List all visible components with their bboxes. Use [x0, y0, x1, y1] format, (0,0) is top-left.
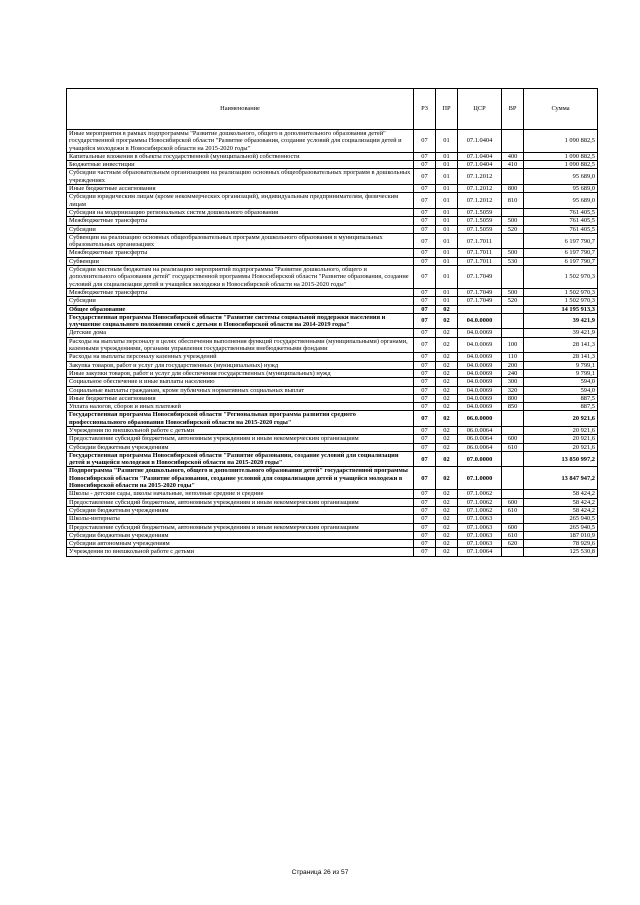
cell-pr: 01	[436, 217, 458, 225]
cell-sum: 14 195 913,3	[524, 305, 598, 313]
cell-rz: 07	[414, 451, 436, 467]
cell-vr: 500	[502, 288, 524, 296]
cell-sum: 187 010,9	[524, 531, 598, 539]
cell-pr: 02	[436, 378, 458, 386]
cell-name: Иные бюджетные ассигнования	[67, 185, 414, 193]
table-row	[67, 297, 598, 305]
cell-vr: 610	[502, 531, 524, 539]
cell-pr: 02	[436, 353, 458, 361]
table-row	[67, 386, 598, 394]
header-vr: ВР	[502, 89, 524, 130]
cell-pr: 02	[436, 451, 458, 467]
cell-csr: 07.1.0062	[458, 506, 502, 514]
cell-sum: 39 421,9	[524, 329, 598, 337]
cell-rz: 07	[414, 435, 436, 443]
cell-sum: 1 502 970,3	[524, 288, 598, 296]
cell-sum: 20 921,6	[524, 411, 598, 427]
cell-vr	[502, 208, 524, 216]
table-row	[67, 329, 598, 337]
table-row	[67, 305, 598, 313]
cell-vr	[502, 411, 524, 427]
cell-name: Государственная программа Новосибирской области "Развитие образования, создание условий для социализации детей и учащейся молодежи в Новосибирской области на 2015-2020 годы"	[67, 451, 414, 467]
cell-sum: 95 689,0	[524, 185, 598, 193]
cell-name: Социальные выплаты гражданам, кроме публичных нормативных социальных выплат	[67, 386, 414, 394]
cell-vr: 850	[502, 403, 524, 411]
cell-csr: 07.1.5059	[458, 208, 502, 216]
table-row	[67, 225, 598, 233]
cell-sum: 28 141,3	[524, 337, 598, 353]
table-row	[67, 540, 598, 548]
cell-sum: 95 689,0	[524, 169, 598, 185]
cell-rz: 07	[414, 337, 436, 353]
cell-name: Предоставление субсидий бюджетным, автономным учреждениям и иным некоммерческим организациям	[67, 498, 414, 506]
cell-rz: 07	[414, 443, 436, 451]
cell-vr	[502, 169, 524, 185]
cell-sum: 1 090 882,5	[524, 130, 598, 153]
cell-vr: 500	[502, 217, 524, 225]
cell-vr: 500	[502, 249, 524, 257]
table-row	[67, 313, 598, 329]
cell-vr: 110	[502, 353, 524, 361]
cell-name: Общее образование	[67, 305, 414, 313]
cell-pr: 01	[436, 152, 458, 160]
cell-name: Субсидии бюджетным учреждениям	[67, 506, 414, 514]
cell-pr: 01	[436, 169, 458, 185]
cell-pr: 02	[436, 305, 458, 313]
table-row	[67, 498, 598, 506]
table-row	[67, 443, 598, 451]
cell-sum: 95 689,0	[524, 193, 598, 209]
cell-name: Субсидии бюджетным учреждениям	[67, 531, 414, 539]
cell-pr: 02	[436, 531, 458, 539]
header-rz: РЗ	[414, 89, 436, 130]
cell-vr	[502, 515, 524, 523]
cell-pr: 02	[436, 369, 458, 377]
cell-pr: 02	[436, 540, 458, 548]
cell-sum: 761 405,5	[524, 217, 598, 225]
cell-csr: 07.1.2012	[458, 185, 502, 193]
cell-pr: 02	[436, 329, 458, 337]
table-row	[67, 403, 598, 411]
cell-vr: 600	[502, 498, 524, 506]
cell-name: Субсидии	[67, 225, 414, 233]
cell-csr: 07.1.0404	[458, 161, 502, 169]
cell-sum: 20 921,6	[524, 443, 598, 451]
table-row	[67, 451, 598, 467]
table-row	[67, 369, 598, 377]
table-row	[67, 523, 598, 531]
cell-name: Субсидии автономным учреждениям	[67, 540, 414, 548]
cell-pr: 01	[436, 266, 458, 289]
cell-name: Социальное обеспечение и иные выплаты населению	[67, 378, 414, 386]
cell-pr: 02	[436, 506, 458, 514]
cell-pr: 02	[436, 523, 458, 531]
cell-name: Учреждения по внешкольной работе с детьми	[67, 548, 414, 556]
cell-name: Государственная программа Новосибирской области "Развитие системы социальной поддержки населения и улучшение социального положения семей с детьми в Новосибирской области на 2014-2019 годы"	[67, 313, 414, 329]
cell-sum: 1 090 882,5	[524, 152, 598, 160]
cell-csr: 07.1.0062	[458, 498, 502, 506]
cell-vr	[502, 305, 524, 313]
cell-sum: 594,0	[524, 386, 598, 394]
cell-csr: 07.1.0404	[458, 152, 502, 160]
cell-pr: 02	[436, 394, 458, 402]
table-row	[67, 394, 598, 402]
table-row	[67, 337, 598, 353]
table-row	[67, 130, 598, 153]
cell-rz: 07	[414, 394, 436, 402]
cell-sum: 39 421,9	[524, 313, 598, 329]
cell-pr: 01	[436, 297, 458, 305]
cell-vr: 610	[502, 443, 524, 451]
cell-rz: 07	[414, 233, 436, 249]
cell-sum: 20 921,6	[524, 435, 598, 443]
budget-table	[66, 88, 598, 557]
cell-rz: 07	[414, 249, 436, 257]
cell-csr: 07.1.7011	[458, 233, 502, 249]
cell-sum: 6 197 790,7	[524, 249, 598, 257]
cell-vr: 520	[502, 297, 524, 305]
cell-pr: 01	[436, 185, 458, 193]
cell-csr: 07.1.2012	[458, 169, 502, 185]
cell-rz: 07	[414, 515, 436, 523]
cell-vr: 200	[502, 361, 524, 369]
cell-csr: 04.0.0069	[458, 337, 502, 353]
table-row	[67, 249, 598, 257]
cell-csr: 06.0.0064	[458, 426, 502, 434]
cell-csr: 04.0.0069	[458, 369, 502, 377]
table-row	[67, 515, 598, 523]
cell-vr	[502, 313, 524, 329]
cell-rz: 07	[414, 329, 436, 337]
cell-csr: 07.1.5059	[458, 217, 502, 225]
cell-name: Закупка товаров, работ и услуг для государственных (муниципальных) нужд	[67, 361, 414, 369]
cell-csr: 07.1.0063	[458, 531, 502, 539]
cell-rz: 07	[414, 531, 436, 539]
table-row	[67, 531, 598, 539]
cell-vr: 400	[502, 152, 524, 160]
cell-rz: 07	[414, 152, 436, 160]
table-row	[67, 548, 598, 556]
cell-name: Межбюджетные трансферты	[67, 288, 414, 296]
cell-name: Субсидии местным бюджетам на реализацию мероприятий подпрограммы "Развитие дошкольного, общего и дополнительного образования детей" государственной программы Новосибирской области "Развитие образования, создание условий для социализации детей и учащейся молодежи в Новосибирской области на 2015-2020 годы"	[67, 266, 414, 289]
cell-rz: 07	[414, 353, 436, 361]
cell-sum: 13 847 947,2	[524, 467, 598, 490]
cell-pr: 01	[436, 233, 458, 249]
cell-rz: 07	[414, 161, 436, 169]
cell-sum: 20 921,6	[524, 426, 598, 434]
cell-name: Предоставление субсидий бюджетным, автономным учреждениям и иным некоммерческим организациям	[67, 523, 414, 531]
header-pr: ПР	[436, 89, 458, 130]
cell-vr: 300	[502, 378, 524, 386]
cell-csr: 07.1.7011	[458, 257, 502, 265]
table-row	[67, 411, 598, 427]
cell-sum: 13 850 997,2	[524, 451, 598, 467]
table-row	[67, 467, 598, 490]
cell-csr: 07.1.0000	[458, 467, 502, 490]
cell-sum: 9 799,1	[524, 361, 598, 369]
cell-vr: 810	[502, 193, 524, 209]
cell-name: Субсидии частным образовательным организациям на реализацию основных общеобразовательных программ в дошкольных учреждениях	[67, 169, 414, 185]
cell-sum: 265 940,5	[524, 515, 598, 523]
cell-sum: 761 405,5	[524, 208, 598, 216]
cell-rz: 07	[414, 361, 436, 369]
cell-vr: 530	[502, 257, 524, 265]
cell-sum: 1 502 970,3	[524, 297, 598, 305]
cell-vr: 610	[502, 506, 524, 514]
cell-vr: 800	[502, 185, 524, 193]
table-row	[67, 193, 598, 209]
cell-csr: 07.1.0064	[458, 548, 502, 556]
cell-pr: 01	[436, 257, 458, 265]
cell-csr: 07.1.0063	[458, 523, 502, 531]
cell-name: Государственная программа Новосибирской области "Региональная программа развития среднего профессионального образования Новосибирской области на 2015-2020 годы"	[67, 411, 414, 427]
cell-name: Межбюджетные трансферты	[67, 249, 414, 257]
cell-sum: 58 424,2	[524, 506, 598, 514]
cell-csr: 07.1.0063	[458, 540, 502, 548]
cell-rz: 07	[414, 378, 436, 386]
cell-pr: 02	[436, 426, 458, 434]
cell-vr	[502, 548, 524, 556]
cell-pr: 02	[436, 337, 458, 353]
cell-name: Субвенции на реализацию основных общеобразовательных программ дошкольного образования в муниципальных образовательных организациях	[67, 233, 414, 249]
cell-rz: 07	[414, 313, 436, 329]
cell-sum: 78 929,6	[524, 540, 598, 548]
cell-sum: 9 799,1	[524, 369, 598, 377]
table-row	[67, 506, 598, 514]
cell-rz: 07	[414, 498, 436, 506]
cell-rz: 07	[414, 193, 436, 209]
cell-vr	[502, 233, 524, 249]
cell-rz: 07	[414, 297, 436, 305]
cell-rz: 07	[414, 403, 436, 411]
cell-csr: 07.1.0404	[458, 130, 502, 153]
cell-vr: 620	[502, 540, 524, 548]
table-row	[67, 378, 598, 386]
cell-pr: 02	[436, 411, 458, 427]
cell-sum: 6 197 790,7	[524, 233, 598, 249]
cell-vr: 320	[502, 386, 524, 394]
cell-name: Подпрограмма "Развитие дошкольного, общего и дополнительного образования детей" государственной программы Новосибирской области "Развитие образования, создание условий для социализации детей и учащейся молодежи в Новосибирской области на 2015-2020 годы"	[67, 467, 414, 490]
table-row	[67, 426, 598, 434]
cell-name: Детские дома	[67, 329, 414, 337]
table-body	[67, 130, 598, 557]
table-row	[67, 435, 598, 443]
cell-rz: 07	[414, 426, 436, 434]
cell-name: Школы - детские сады, школы начальные, неполные средние и средние	[67, 490, 414, 498]
cell-csr: 07.1.7049	[458, 288, 502, 296]
cell-name: Межбюджетные трансферты	[67, 217, 414, 225]
cell-pr: 02	[436, 361, 458, 369]
cell-csr: 04.0.0000	[458, 313, 502, 329]
cell-csr: 04.0.0069	[458, 394, 502, 402]
cell-vr: 100	[502, 337, 524, 353]
cell-name: Уплата налогов, сборов и иных платежей	[67, 403, 414, 411]
cell-csr: 07.1.7011	[458, 249, 502, 257]
cell-sum: 594,0	[524, 378, 598, 386]
table-header-row	[67, 89, 598, 130]
cell-rz: 07	[414, 540, 436, 548]
table-row	[67, 361, 598, 369]
cell-vr: 520	[502, 225, 524, 233]
cell-rz: 07	[414, 386, 436, 394]
cell-csr: 04.0.0069	[458, 353, 502, 361]
cell-pr: 02	[436, 403, 458, 411]
cell-rz: 07	[414, 130, 436, 153]
cell-pr: 01	[436, 208, 458, 216]
cell-name: Субсидии бюджетным учреждениям	[67, 443, 414, 451]
cell-sum: 125 530,8	[524, 548, 598, 556]
cell-sum: 58 424,2	[524, 498, 598, 506]
cell-csr: 07.1.5059	[458, 225, 502, 233]
table-row	[67, 185, 598, 193]
cell-sum: 887,5	[524, 403, 598, 411]
cell-pr: 01	[436, 288, 458, 296]
cell-rz: 07	[414, 185, 436, 193]
cell-pr: 02	[436, 490, 458, 498]
budget-table-container	[66, 88, 597, 557]
cell-vr	[502, 329, 524, 337]
table-row	[67, 257, 598, 265]
cell-rz: 07	[414, 225, 436, 233]
cell-csr: 04.0.0069	[458, 378, 502, 386]
cell-sum: 6 197 790,7	[524, 257, 598, 265]
cell-rz: 07	[414, 305, 436, 313]
cell-pr: 02	[436, 498, 458, 506]
cell-rz: 07	[414, 266, 436, 289]
cell-name: Субсидии юридическим лицам (кроме некоммерческих организаций), индивидуальным предпринимателям, физическим лицам	[67, 193, 414, 209]
header-csr: ЦСР	[458, 89, 502, 130]
header-sum: Сумма	[524, 89, 598, 130]
cell-vr: 600	[502, 523, 524, 531]
cell-name: Предоставление субсидий бюджетным, автономным учреждениям и иным некоммерческим организациям	[67, 435, 414, 443]
table-row	[67, 288, 598, 296]
cell-sum: 887,5	[524, 394, 598, 402]
cell-csr: 06.0.0064	[458, 435, 502, 443]
cell-rz: 07	[414, 169, 436, 185]
cell-name: Субсидии	[67, 297, 414, 305]
cell-csr: 06.0.0000	[458, 411, 502, 427]
table-row	[67, 266, 598, 289]
cell-rz: 07	[414, 369, 436, 377]
cell-rz: 07	[414, 523, 436, 531]
cell-vr: 800	[502, 394, 524, 402]
cell-name: Школы-интернаты	[67, 515, 414, 523]
cell-name: Расходы на выплаты персоналу в целях обеспечения выполнения функций государственными (муниципальными) органами, казенными учреждениями, органами управления государственными внебюджетными фондами	[67, 337, 414, 353]
cell-csr	[458, 305, 502, 313]
cell-csr: 07.1.7049	[458, 266, 502, 289]
cell-rz: 07	[414, 208, 436, 216]
cell-pr: 01	[436, 161, 458, 169]
cell-pr: 02	[436, 386, 458, 394]
cell-pr: 01	[436, 249, 458, 257]
cell-csr: 04.0.0069	[458, 329, 502, 337]
cell-vr	[502, 130, 524, 153]
cell-name: Иные закупки товаров, работ и услуг для обеспечения государственных (муниципальных) нужд	[67, 369, 414, 377]
cell-pr: 02	[436, 548, 458, 556]
cell-rz: 07	[414, 217, 436, 225]
cell-rz: 07	[414, 411, 436, 427]
cell-vr	[502, 467, 524, 490]
table-row	[67, 217, 598, 225]
cell-sum: 1 502 970,3	[524, 266, 598, 289]
cell-name: Субвенции	[67, 257, 414, 265]
cell-csr: 04.0.0069	[458, 403, 502, 411]
cell-rz: 07	[414, 257, 436, 265]
cell-sum: 58 424,2	[524, 490, 598, 498]
cell-pr: 02	[436, 467, 458, 490]
cell-sum: 761 405,5	[524, 225, 598, 233]
table-row	[67, 161, 598, 169]
cell-sum: 28 141,3	[524, 353, 598, 361]
cell-csr: 04.0.0069	[458, 361, 502, 369]
cell-pr: 01	[436, 225, 458, 233]
cell-vr: 600	[502, 435, 524, 443]
cell-name: Бюджетные инвестиции	[67, 161, 414, 169]
cell-pr: 02	[436, 435, 458, 443]
table-row	[67, 208, 598, 216]
cell-rz: 07	[414, 467, 436, 490]
cell-csr: 04.0.0069	[458, 386, 502, 394]
cell-pr: 02	[436, 313, 458, 329]
table-row	[67, 169, 598, 185]
cell-name: Иные мероприятия в рамках подпрограммы "Развитие дошкольного, общего и дополнительного образования детей" государственной программы Новосибирской области "Развитие образования, создание условий для социализации детей и учащейся молодежи в Новосибирской области на 2015-2020 годы"	[67, 130, 414, 153]
cell-csr: 07.1.0062	[458, 490, 502, 498]
cell-name: Расходы на выплаты персоналу казенных учреждений	[67, 353, 414, 361]
header-name: Наименование	[67, 89, 414, 130]
table-row	[67, 233, 598, 249]
cell-name: Иные бюджетные ассигнования	[67, 394, 414, 402]
cell-name: Учреждения по внешкольной работе с детьми	[67, 426, 414, 434]
cell-csr: 07.1.0063	[458, 515, 502, 523]
cell-csr: 07.0.0000	[458, 451, 502, 467]
table-row	[67, 152, 598, 160]
cell-vr	[502, 490, 524, 498]
cell-pr: 02	[436, 443, 458, 451]
page-footer: Страница 26 из 57	[291, 869, 349, 876]
cell-vr	[502, 426, 524, 434]
table-row	[67, 353, 598, 361]
cell-rz: 07	[414, 548, 436, 556]
cell-name: Субсидия на модернизацию региональных систем дошкольного образования	[67, 208, 414, 216]
cell-csr: 06.0.0064	[458, 443, 502, 451]
cell-pr: 01	[436, 130, 458, 153]
cell-sum: 265 940,5	[524, 523, 598, 531]
table-row	[67, 490, 598, 498]
cell-vr: 240	[502, 369, 524, 377]
cell-rz: 07	[414, 506, 436, 514]
cell-rz: 07	[414, 490, 436, 498]
cell-pr: 01	[436, 193, 458, 209]
cell-sum: 1 090 882,5	[524, 161, 598, 169]
cell-csr: 07.1.2012	[458, 193, 502, 209]
cell-vr	[502, 266, 524, 289]
cell-pr: 02	[436, 515, 458, 523]
cell-rz: 07	[414, 288, 436, 296]
cell-csr: 07.1.7049	[458, 297, 502, 305]
cell-name: Капитальные вложения в объекты государственной (муниципальной) собственности	[67, 152, 414, 160]
cell-vr: 410	[502, 161, 524, 169]
cell-vr	[502, 451, 524, 467]
